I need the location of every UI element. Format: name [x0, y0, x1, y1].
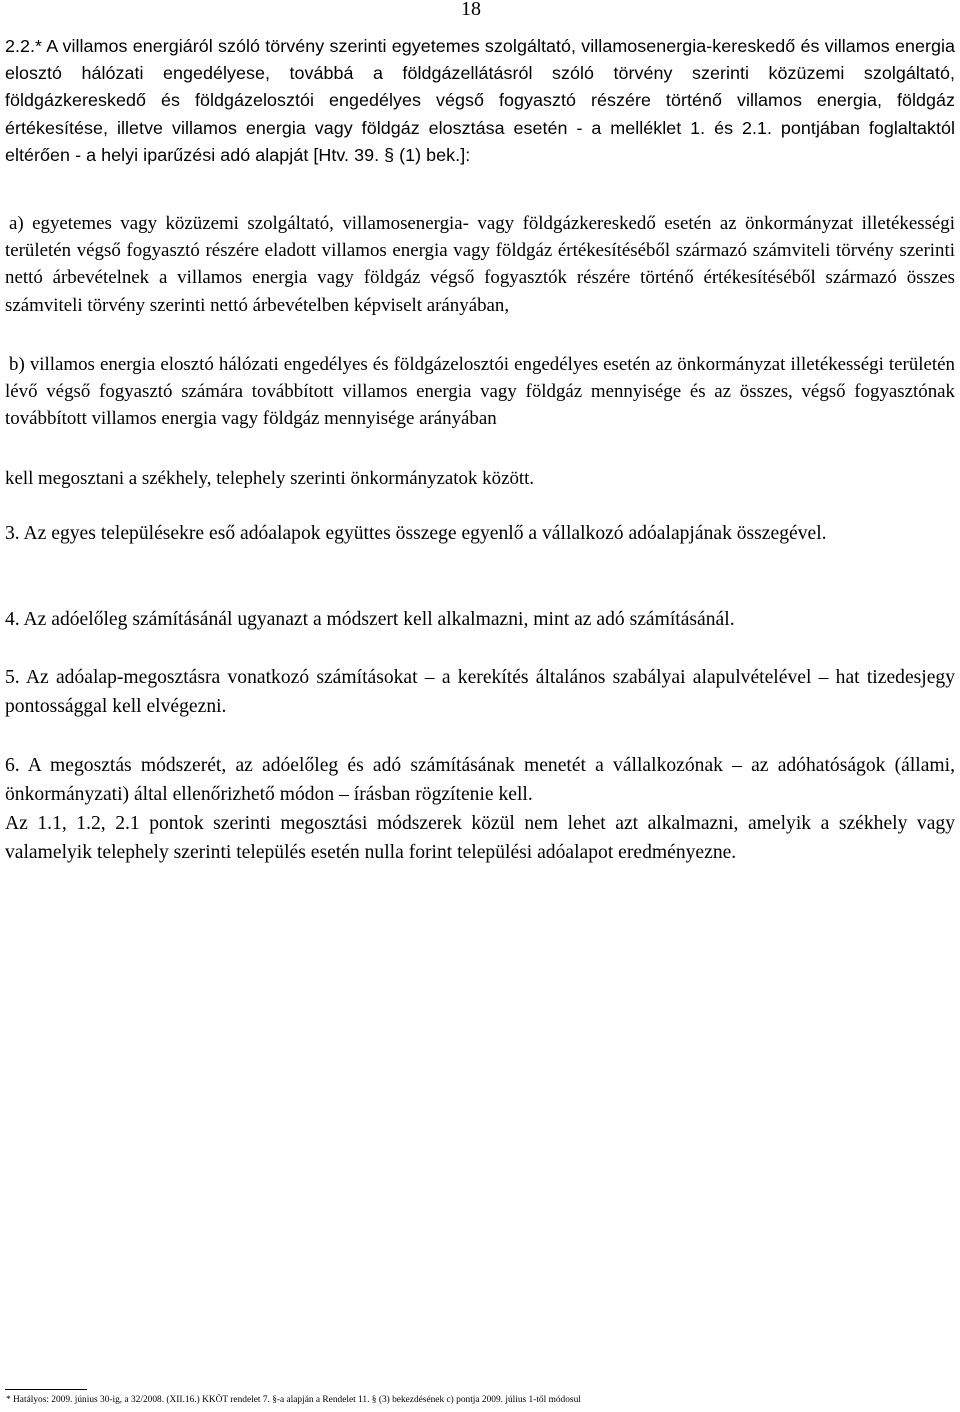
- point-5: 5. Az adóalap-megosztásra vonatkozó számításokat – a kerekítés általános szabályai alapulvételével – hat tizedesjegy pontossággal kell elvégezni.: [5, 667, 955, 717]
- footnote-divider: [5, 1389, 87, 1390]
- point-3: 3. Az egyes településekre eső adóalapok együttes összege egyenlő a vállalkozó adóalapjának összegével.: [5, 523, 827, 544]
- footnote: * Hatályos: 2009. június 30-ig, a 32/2008. (XII.16.) KKÖT rendelet 7. §-a alapján a Rendelet 11. § (3) bekezdésének c) pontja 2009. július 1-től módosul: [6, 1395, 581, 1405]
- section-2-2-item-a: a) egyetemes vagy közüzemi szolgáltató, villamosenergia- vagy földgázkereskedő esetén az önkormányzat illetékességi területén végső fogyasztó részére eladott villamos energia vagy földgáz értékesítéséből származó számviteli törvény szerinti nettó árbevételnek a villamos energia vagy földgáz végső fogyasztók részére történő értékesítéséből származó összes számviteli törvény szerinti nettó árbevételben képviselt arányában,: [5, 213, 955, 316]
- section-2-2-closing: kell megosztani a székhely, telephely szerinti önkormányzatok között.: [5, 468, 535, 489]
- section-2-2-item-b: b) villamos energia elosztó hálózati engedélyes és földgázelosztói engedélyes esetén az önkormányzat illetékességi területén lévő végső fogyasztó számára továbbított villamos energia vagy földgáz mennyisége és az összes, végső fogyasztónak továbbított villamos energia vagy földgáz mennyisége arányában: [5, 354, 955, 430]
- section-2-2-intro: 2.2.* A villamos energiáról szóló törvény szerinti egyetemes szolgáltató, villamosenergia-kereskedő és villamos energia elosztó hálózati engedélyese, továbbá a földgázellátásról szóló törvény szerinti közüzemi szolgáltató, földgázkereskedő és földgázelosztói engedélyes végső fogyasztó részére történő villamos energia, földgáz értékesítése, illetve villamos energia vagy földgáz elosztása esetén - a melléklet 1. és 2.1. pontjában foglaltaktól eltérően - a helyi iparűzési adó alapját [Htv. 39. § (1) bek.]:: [5, 36, 955, 165]
- point-6-continuation: Az 1.1, 1.2, 2.1 pontok szerinti megosztási módszerek közül nem lehet azt alkalmazni, amelyik a székhely vagy valamelyik telephely szerinti település esetén nulla forint települési adóalapot eredményezne.: [5, 813, 955, 863]
- point-4: 4. Az adóelőleg számításánál ugyanazt a módszert kell alkalmazni, mint az adó számításánál.: [5, 609, 735, 630]
- page-number: 18: [461, 0, 481, 20]
- point-6: 6. A megosztás módszerét, az adóelőleg és adó számításának menetét a vállalkozónak – az adóhatóságok (állami, önkormányzati) által ellenőrizhető módon – írásban rögzítenie kell.: [5, 755, 955, 805]
